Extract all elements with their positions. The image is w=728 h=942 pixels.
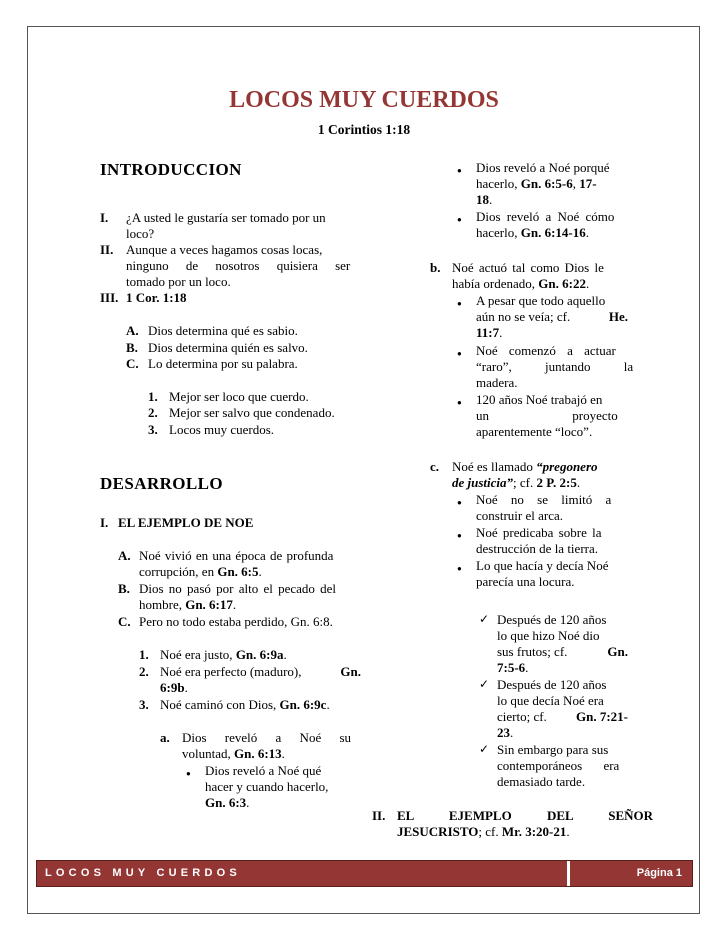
intro-sub-a-number: A. (126, 323, 139, 338)
num-3-tail: . (326, 697, 330, 712)
c-bullet-2 (476, 525, 628, 557)
num-2-tail: . (184, 680, 188, 695)
page-title: LOCOS MUY CUERDOS (229, 87, 499, 113)
check-1-ref: Gn. (607, 644, 628, 659)
intro-subsub-2-text: Mejor ser salvo que condenado. (169, 405, 335, 420)
letter-a (139, 548, 361, 580)
check-1-tail: . (525, 660, 529, 675)
sub-b-number: b. (430, 260, 441, 275)
c-bullet-1-line-1: ● Noé no se limitó a (476, 492, 628, 508)
letter-c-number: C. (118, 614, 131, 629)
intro-heading: INTRODUCCION (100, 160, 242, 179)
letter-b-line-2: hombre, (139, 597, 186, 612)
b-bullet-1-line-2: aún no se veía; cf. (476, 309, 571, 324)
right-bullet-2 (476, 209, 628, 241)
check-1-ref-2: 7:5-6 (497, 660, 526, 675)
b-bullet-3 (476, 392, 628, 440)
c-bullet-2-line-1: ● Noé predicaba sobre la (476, 525, 628, 541)
intro-subsub-1-text: Mejor ser loco que cuerdo. (169, 389, 309, 404)
section-2-number: II. (372, 808, 386, 823)
section-1-number: I. (100, 515, 109, 530)
page-subtitle: 1 Corintios 1:18 (317, 122, 411, 137)
b-bullet-1-line-1: ● A pesar que todo aquello (476, 293, 628, 309)
intro-item-2-line-1: Aunque a veces hagamos cosas locas, (126, 242, 323, 257)
right-bullet-1-line-2: hacerlo, (476, 176, 521, 191)
c-bullet-2-line-2: destrucción de la tierra. (476, 541, 598, 556)
footer-divider (567, 861, 570, 886)
letter-a-line-2: corrupción, en (139, 564, 218, 579)
right-bullet-2-line-1: ● Dios reveló a Noé cómo (476, 209, 628, 225)
right-bullet-2-ref: Gn. 6:14-16 (520, 225, 586, 240)
c-bullet-3-line-1: ● Lo que hacía y decía Noé (476, 558, 628, 574)
section-2-ref-1: JESUCRISTO (397, 824, 479, 839)
check-3-line-1: Sin embargo para sus (497, 742, 609, 757)
sub-b-tail: . (585, 276, 590, 291)
intro-item-2 (126, 242, 361, 290)
page-number: Página 1 (636, 867, 682, 879)
intro-item-1-number: I. (100, 210, 109, 225)
c-bullet-3-line-2: parecía una locura. (476, 574, 575, 589)
intro-subsub-3-text: Locos muy cuerdos. (169, 422, 275, 437)
sub-a-bullet-line-1: ● Dios reveló a Noé qué (205, 763, 361, 779)
b-bullet-2-line-3: madera. (476, 375, 518, 390)
letter-a-line-1: Noé vivió en una época de profunda (139, 548, 334, 563)
check-icon: ✓ (479, 742, 490, 756)
intro-item-1 (126, 210, 361, 242)
sub-a (182, 730, 361, 762)
letter-b-tail: . (232, 597, 237, 612)
footer-title: LOCOS MUY CUERDOS (45, 867, 241, 879)
sub-c (452, 459, 628, 491)
right-bullet-1-tail: . (489, 192, 493, 207)
check-1-line-2: lo que hizo Noé dio (497, 628, 600, 643)
check-icon: ✓ (479, 677, 490, 691)
section-2-ref-2: Mr. 3:20-21 (501, 824, 567, 839)
right-bullet-2-tail: . (585, 225, 590, 240)
b-bullet-1-ref-2: 11:7 (476, 325, 500, 340)
num-3 (160, 697, 330, 713)
b-bullet-3-line-2: un proyecto (476, 408, 618, 423)
check-3-line-2: contemporáneos era (497, 758, 620, 773)
check-2-line-3: cierto; cf. (497, 709, 547, 724)
num-2-text: Noé era perfecto (maduro), (160, 664, 302, 679)
section-1-title: EL EJEMPLO DE NOE (118, 515, 254, 530)
page-footer (36, 860, 693, 887)
b-bullet-2-line-1: ● Noé comenzó a actuar (476, 343, 628, 359)
intro-subsub-1-number: 1. (148, 389, 158, 404)
check-2-ref: Gn. 7:21- (576, 709, 628, 724)
num-2-ref-2: 6:9b (160, 680, 185, 695)
sub-b (452, 260, 628, 292)
b-bullet-1 (476, 293, 628, 341)
check-2 (497, 677, 628, 741)
letter-b-ref: Gn. 6:17 (185, 597, 233, 612)
intro-item-2-number: II. (100, 242, 114, 257)
right-bullet-1-line-1: ● Dios reveló a Noé porqué (476, 160, 628, 176)
sub-c-quote: “pregonero (536, 459, 598, 474)
c-bullet-1-line-2: construir el arca. (476, 508, 563, 523)
num-2-number: 2. (139, 664, 149, 679)
num-2 (160, 664, 361, 696)
right-bullet-1-ref-3: 18 (476, 192, 489, 207)
check-3-line-3: demasiado tarde. (497, 774, 586, 789)
intro-sub-c-number: C. (126, 356, 139, 371)
sub-a-bullet-line-2: hacer y cuando hacerlo, (205, 779, 329, 794)
check-1-line-1: Después de 120 años (497, 612, 607, 627)
section-2-line-1: EL EJEMPLO DEL SEÑOR (397, 808, 654, 823)
sub-a-line-1: Dios reveló a Noé su (182, 730, 352, 745)
b-bullet-1-ref: He. (608, 309, 628, 324)
num-1 (160, 647, 287, 663)
num-1-text: Noé era justo, (160, 647, 236, 662)
intro-sub-b-number: B. (126, 340, 138, 355)
sub-c-tail: . (576, 475, 581, 490)
right-bullet-2-line-2: hacerlo, (476, 225, 521, 240)
c-bullet-3 (476, 558, 628, 590)
letter-b-line-1: Dios no pasó por alto el pecado del (139, 581, 337, 596)
sub-a-ref: Gn. 6:13 (234, 746, 282, 761)
right-bullet-1-ref: Gn. 6:5-6 (520, 176, 573, 191)
letter-a-number: A. (118, 548, 131, 563)
check-2-tail: . (510, 725, 514, 740)
sub-c-ref: 2 P. 2:5 (536, 475, 577, 490)
num-3-ref: Gn. 6:9c (279, 697, 327, 712)
sub-c-line-2: ; cf. (513, 475, 537, 490)
intro-subsub-2-number: 2. (148, 405, 158, 420)
num-2-ref: Gn. (340, 664, 361, 679)
letter-a-ref: Gn. 6:5 (217, 564, 259, 579)
sub-c-quote-2: de justicia” (452, 475, 514, 490)
num-1-number: 1. (139, 647, 149, 662)
num-1-tail: . (283, 647, 287, 662)
letter-b-number: B. (118, 581, 130, 596)
b-bullet-3-line-3: aparentemente “loco”. (476, 424, 593, 439)
sub-a-number: a. (160, 730, 170, 745)
desarrollo-heading: DESARROLLO (100, 474, 224, 493)
letter-c-text: Pero no todo estaba perdido, Gn. 6:8. (139, 614, 333, 629)
section-2-line-2: ; cf. (478, 824, 502, 839)
sub-c-number: c. (430, 459, 440, 474)
sub-b-line-2: había ordenado, (452, 276, 539, 291)
intro-item-3-text: 1 Cor. 1:18 (126, 290, 187, 305)
sub-a-tail: . (281, 746, 285, 761)
letter-a-tail: . (258, 564, 262, 579)
c-bullet-1 (476, 492, 628, 524)
check-2-line-1: Después de 120 años (497, 677, 607, 692)
check-2-ref-2: 23 (497, 725, 510, 740)
intro-item-1-line-1: ¿A usted le gustaría ser tomado por un (126, 210, 326, 225)
intro-item-2-line-3: tomado por un loco. (126, 274, 231, 289)
sub-b-ref: Gn. 6:22 (538, 276, 586, 291)
letter-b (139, 581, 361, 613)
b-bullet-3-line-1: ● 120 años Noé trabajó en (476, 392, 628, 408)
intro-item-1-line-2: loco? (126, 226, 155, 241)
num-1-ref: Gn. 6:9a (235, 647, 284, 662)
num-3-number: 3. (139, 697, 149, 712)
b-bullet-1-tail: . (499, 325, 503, 340)
right-bullet-1-sep: , (572, 176, 580, 191)
check-3 (497, 742, 628, 790)
sub-a-bullet-tail: . (246, 795, 250, 810)
check-1 (497, 612, 628, 676)
sub-a-bullet (205, 763, 361, 811)
sub-a-bullet-ref: Gn. 6:3 (205, 795, 247, 810)
num-3-text: Noé caminó con Dios, (160, 697, 280, 712)
check-2-line-2: lo que decía Noé era (497, 693, 604, 708)
intro-sub-a-text: Dios determina qué es sabio. (148, 323, 298, 338)
check-icon: ✓ (479, 612, 490, 626)
b-bullet-2 (476, 343, 634, 391)
sub-b-line-1: Noé actuó tal como Dios le (452, 260, 604, 275)
b-bullet-2-line-2: “raro”, juntando la (476, 359, 634, 374)
intro-item-3-number: III. (100, 290, 119, 305)
sub-c-line-1: Noé es llamado (452, 459, 537, 474)
section-2-tail: . (566, 824, 570, 839)
check-1-line-3: sus frutos; cf. (497, 644, 568, 659)
intro-sub-b-text: Dios determina quién es salvo. (148, 340, 308, 355)
intro-item-2-line-2: ninguno de nosotros quisiera ser (126, 258, 351, 273)
right-bullet-1-ref-2: 17- (579, 176, 597, 191)
intro-subsub-3-number: 3. (148, 422, 158, 437)
intro-sub-c-text: Lo determina por su palabra. (148, 356, 298, 371)
section-2 (397, 808, 654, 840)
right-bullet-1 (476, 160, 628, 208)
sub-a-line-2: voluntad, (182, 746, 234, 761)
